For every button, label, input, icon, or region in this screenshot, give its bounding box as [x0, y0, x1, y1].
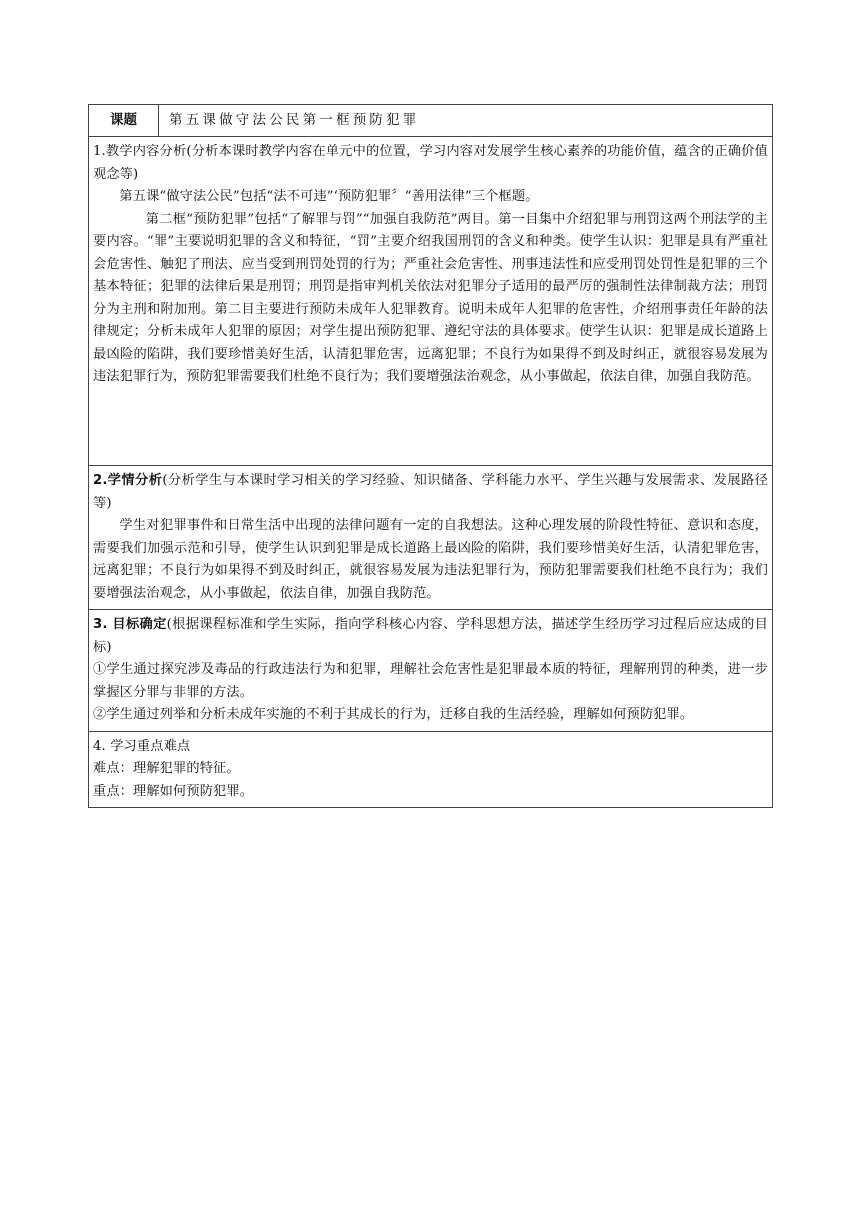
title-row [89, 105, 773, 137]
title-label: 课题 [110, 112, 137, 128]
key-points-cell [89, 731, 773, 808]
content-analysis-heading: 1.教学内容分析 [93, 144, 187, 159]
key-point: 重点：理解如何预防犯罪。 [93, 783, 254, 799]
learner-analysis-note: (分析学生与本课时学习相关的学习经验、知识储备、学科能力水平、学生兴趣与发展需求、发展路径等) [93, 473, 768, 511]
lesson-plan-table [88, 104, 773, 808]
objectives-cell [89, 610, 773, 732]
content-analysis-cell [89, 137, 773, 466]
difficulty-point: 难点：理解犯罪的特征。 [93, 761, 240, 776]
objectives-heading-line [93, 614, 768, 659]
key-points-heading: 4. 学习重点难点 [93, 738, 191, 754]
objective-item-2: ②学生通过列举和分析未成年实施的不利于其成长的行为，迁移自我的生活经验，理解如何预防犯罪。 [93, 707, 694, 722]
learner-analysis-cell [89, 466, 773, 610]
lesson-title: 第五课做守法公民第一框预防犯罪 [169, 112, 420, 128]
title-value-cell [159, 105, 773, 137]
objectives-note: (根据课程标准和学生实际，指向学科核心内容、学科思想方法，描述学生经历学习过程后应达成的目标) [93, 617, 769, 655]
content-analysis-para2: 第二框“预防犯罪”包括“了解罪与罚”“加强自我防范”两目。第一目集中介绍犯罪与刑罚这两个刑法学的主要内容。“罪”主要说明犯罪的含义和特征，“罚”主要介绍我国刑罚的含义和种类。使学生认识：犯罪是具有严重社会危害性、触犯了刑法、应当受到刑罚处罚的行为；严重社会危害性、刑事违法性和应受刑罚处罚性是犯罪的三个基本特征；犯罪的法律后果是刑罚；刑罚是指审判机关依法对犯罪分子适用的最严厉的强制性法律制裁方法；刑罚分为主刑和附加刑。第二目主要进行预防未成年人犯罪教育。说明未成年人犯罪的危害性，介绍刑事责任年龄的法律规定；分析未成年人犯罪的原因；对学生提出预防犯罪、遵纪守法的具体要求。使学生认识：犯罪是成长道路上最凶险的陷阱，我们要珍惜美好生活，认清犯罪危害，远离犯罪；不良行为如果得不到及时纠正，就很容易发展为违法犯罪行为，预防犯罪需要我们杜绝不良行为；我们要增强法治观念，从小事做起，依法自律，加强自我防范。 [93, 211, 768, 384]
content-analysis-note: (分析本课时教学内容在单元中的位置，学习内容对发展学生核心素养的功能价值，蕴含的正确价值观念等) [93, 144, 768, 182]
objectives-heading: 3. 目标确定 [93, 617, 167, 632]
learner-analysis-heading: 2.学情分析 [93, 473, 163, 488]
section-objectives [89, 610, 773, 732]
section-key-difficult-points [89, 731, 773, 808]
content-analysis-heading-line [93, 141, 768, 186]
learner-analysis-heading-line [93, 470, 768, 515]
learner-analysis-para1: 学生对犯罪事件和日常生活中出现的法律问题有一定的自我想法。这种心理发展的阶段性特征、意识和态度，需要我们加强示范和引导，使学生认识到犯罪是成长道路上最凶险的陷阱，我们要珍惜美好生活，认清犯罪危害，远离犯罪；不良行为如果得不到及时纠正，就很容易发展为违法犯罪行为，预防犯罪需要我们杜绝不良行为；我们要增强法治观念，从小事做起，依法自律，加强自我防范。 [93, 518, 768, 601]
content-analysis-para1: 第五课“做守法公民”包括“法不可违”‘预防犯罪〞“善用法律”三个框题。 [119, 189, 539, 204]
objective-item-1: ①学生通过探究涉及毒品的行政违法行为和犯罪，理解社会危害性是犯罪最本质的特征，理解刑罚的种类，进一步掌握区分罪与非罪的方法。 [93, 662, 768, 700]
title-label-cell [89, 105, 159, 137]
section-learner-analysis [89, 466, 773, 610]
section-content-analysis [89, 137, 773, 466]
